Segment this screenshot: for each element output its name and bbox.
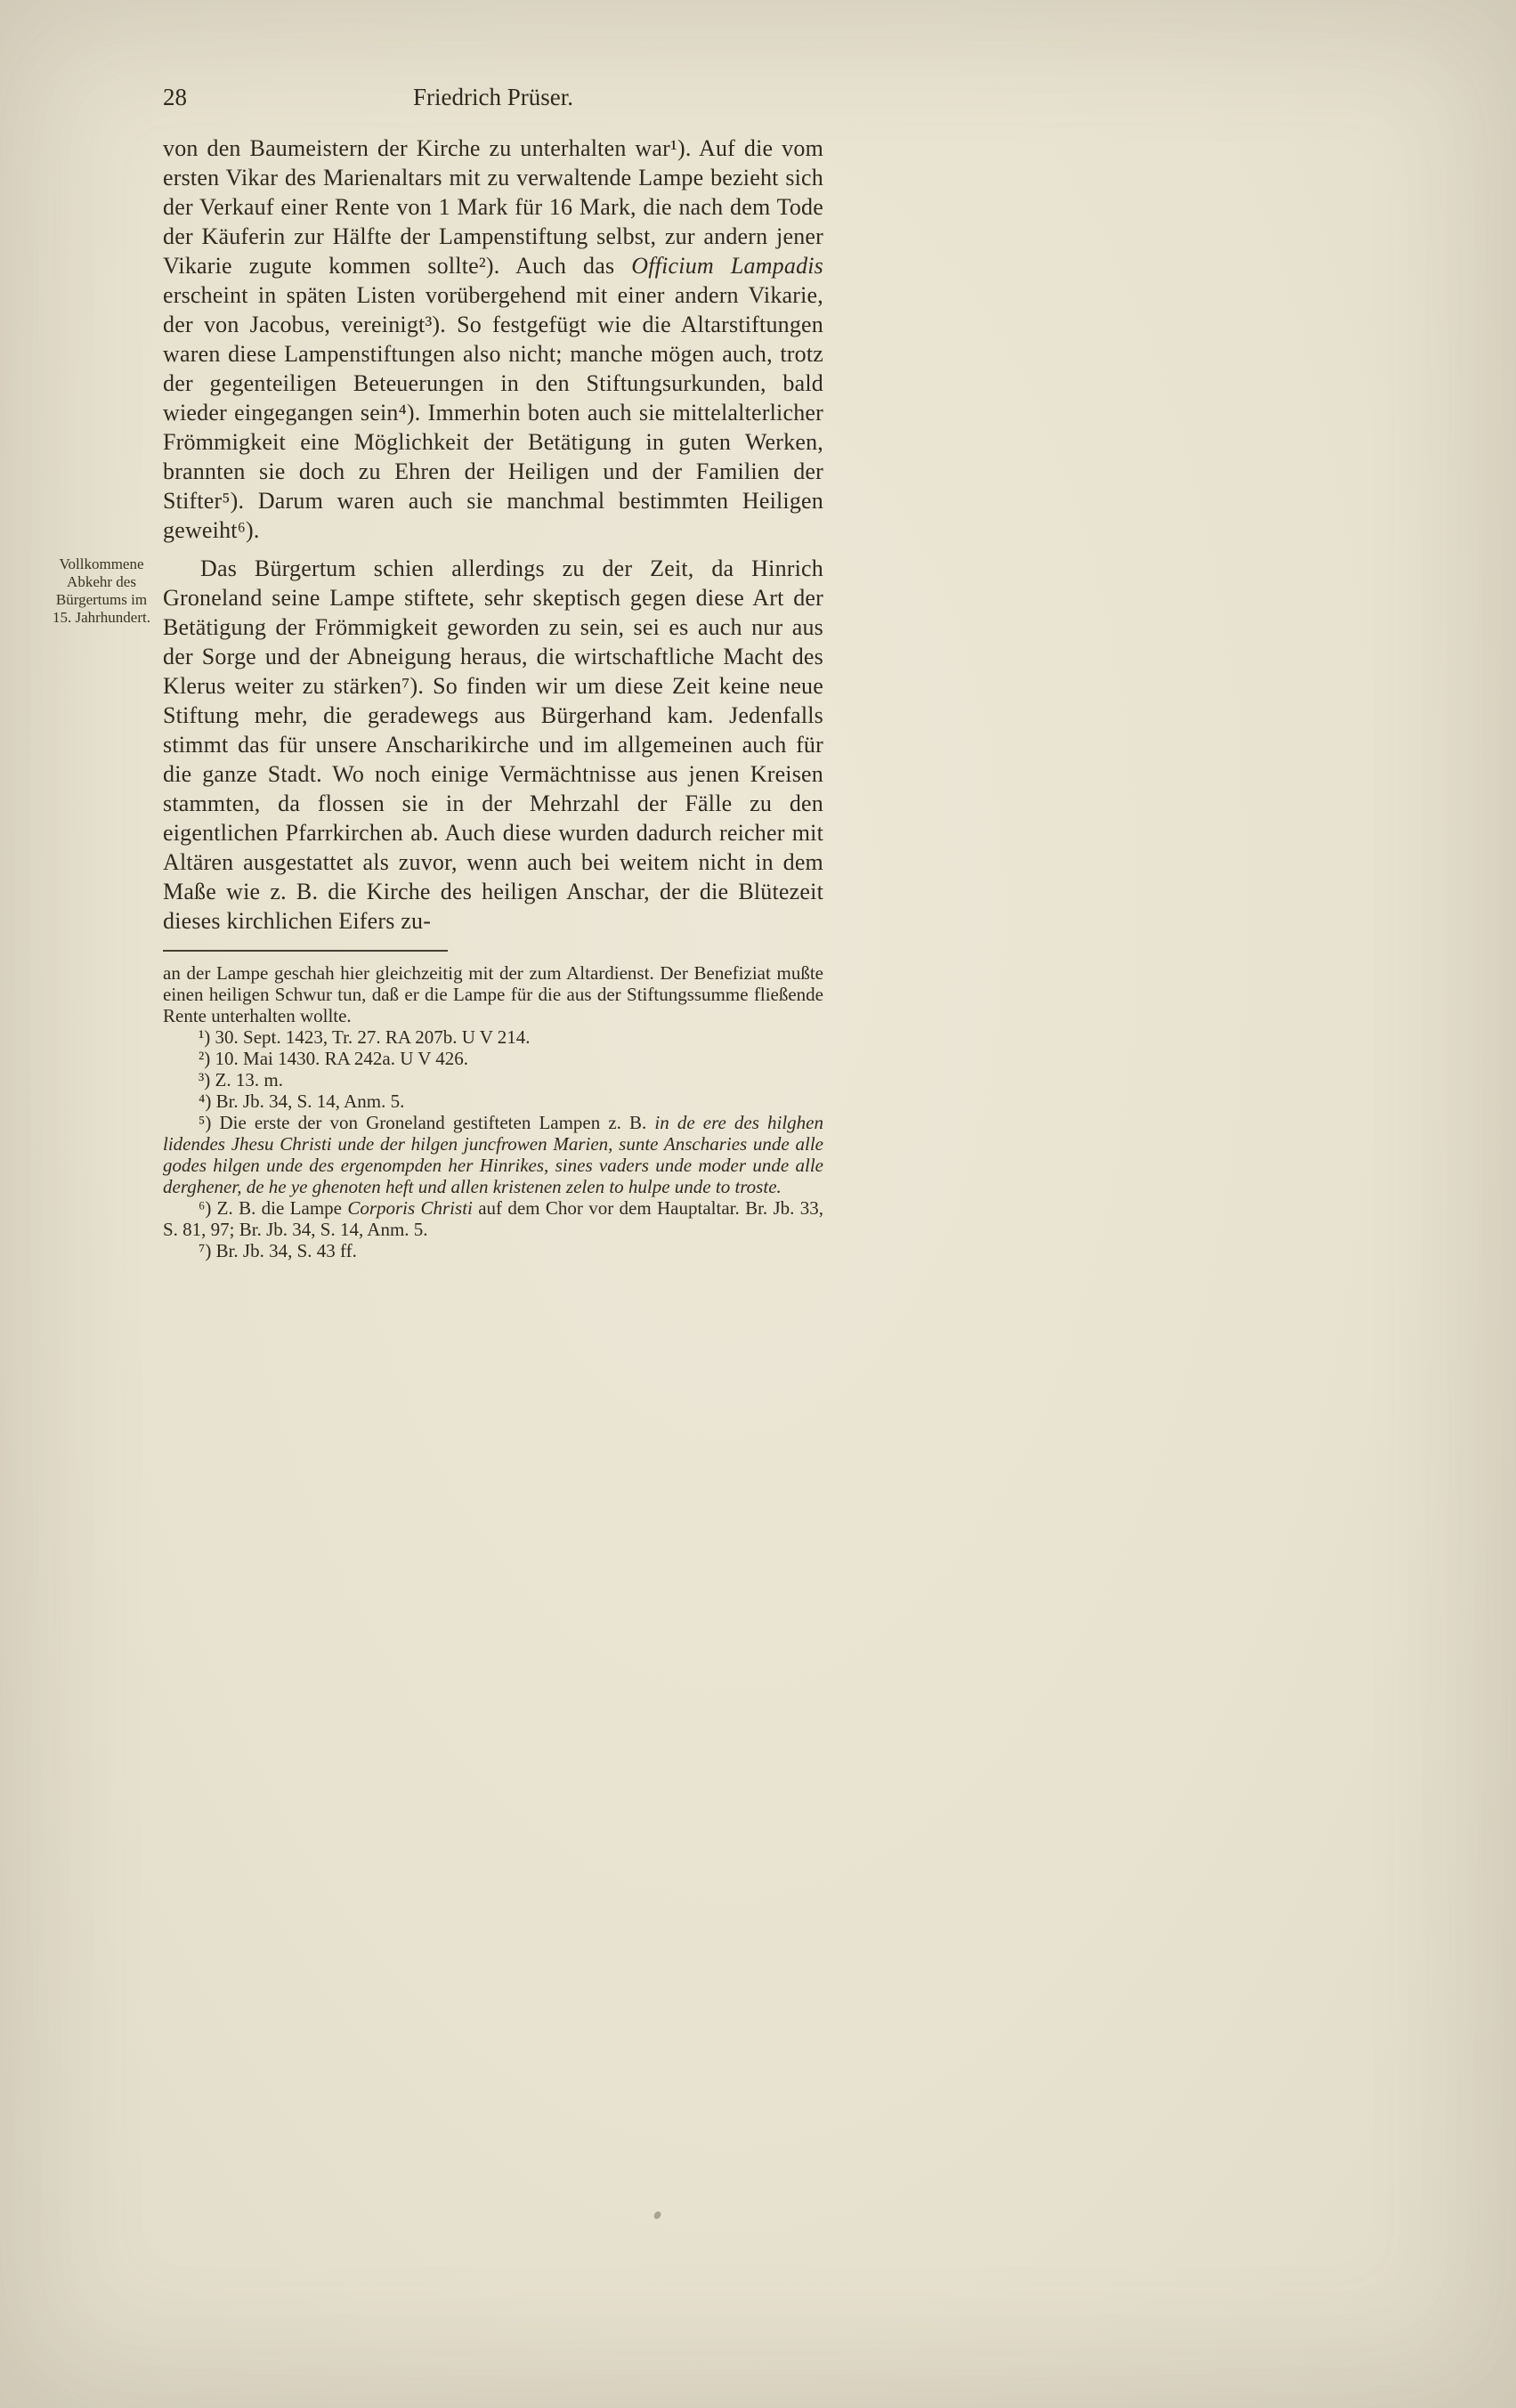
- body-paragraph-1: [163, 134, 823, 545]
- footnote-7: [163, 1240, 823, 1261]
- footnote-5: [163, 1112, 823, 1197]
- scan-artifact-dot: [653, 2210, 661, 2220]
- footnote-text: Die erste der von Groneland gestifteten Lampen z. B.: [219, 1112, 655, 1133]
- footnote-6: [163, 1197, 823, 1240]
- low-german-quote-italic: in de ere des hilghen lidendes Jhesu Christi unde der hilgen juncfrowen Marien, sunte Anscharies unde alle godes hilgen unde des ergenompden her Hinrikes, sines vaders unde moder unde alle derghener, de he ye ghenoten heft und allen kristenen zelen to hulpe unde to troste.: [163, 1112, 823, 1197]
- margin-note-line: 15. Jahrhundert.: [52, 609, 150, 626]
- running-head: [163, 84, 823, 111]
- footnote-text: Br. Jb. 34, S. 14, Anm. 5.: [215, 1090, 405, 1112]
- footnote-text: auf dem Chor vor dem Hauptaltar. Br. Jb. 33, S. 81, 97; Br. Jb. 34, S. 14, Anm. 5.: [163, 1197, 824, 1240]
- margin-note-line: Abkehr des: [67, 573, 136, 590]
- footnote-marker: ⁴): [199, 1090, 212, 1112]
- footnote-1: [163, 1026, 823, 1048]
- footnote-marker: ⁵): [199, 1112, 212, 1133]
- footnote-marker: ³): [199, 1069, 211, 1090]
- paragraph-text: von den Baumeistern der Kirche zu unterhalten war¹). Auf die vom ersten Vikar des Marienaltars mit zu verwaltende Lampe bezieht sich der Verkauf einer Rente von 1 Mark für 16 Mark, die nach dem Tode der Käuferin zur Hälfte der Lampenstiftung selbst, zur andern jener Vikarie zugute kommen sollte²). Auch das: [163, 135, 823, 279]
- footnote-marker: ⁷): [199, 1240, 212, 1261]
- footnotes-block: [163, 962, 823, 1261]
- footnote-3: [163, 1069, 823, 1090]
- footnote-4: [163, 1090, 823, 1112]
- margin-note: [43, 555, 160, 627]
- footnote-text: Z. B. die Lampe: [216, 1197, 348, 1219]
- footnote-text: 30. Sept. 1423, Tr. 27. RA 207b. U V 214.: [215, 1026, 531, 1048]
- footnote-marker: ⁶): [199, 1197, 212, 1219]
- text-block: [52, 134, 824, 1261]
- body-paragraph-2: Das Bürgertum schien allerdings zu der Zeit, da Hinrich Groneland seine Lampe stiftete, sehr skeptisch gegen diese Art der Betätigung der Frömmigkeit geworden zu sein, sei es auch nur aus der Sorge und der Abneigung heraus, die wirtschaftliche Macht des Klerus weiter zu stärken⁷). So finden wir um diese Zeit keine neue Stiftung mehr, die geradewegs aus Bürgerhand kam. Jedenfalls stimmt das für unsere Anscharikirche und im allgemeinen auch für die ganze Stadt. Wo noch einige Vermächtnisse aus jenen Kreisen stammten, da flossen sie in der Mehrzahl der Fälle zu den eigentlichen Pfarrkirchen ab. Auch diese wurden dadurch reicher mit Altären ausgestattet als zuvor, wenn auch bei weitem nicht in dem Maße wie z. B. die Kirche des heiligen Anschar, der die Blütezeit dieses kirchlichen Eifers zu-: [163, 555, 823, 934]
- margin-note-line: Vollkommene: [59, 555, 144, 572]
- latin-term-italic: Officium Lampadis: [631, 253, 824, 279]
- paragraph-2-block: [52, 554, 823, 936]
- footnote-marker: ²): [199, 1048, 211, 1069]
- footnote-text: Br. Jb. 34, S. 43 ff.: [215, 1240, 357, 1261]
- margin-note-line: Bürgertums im: [55, 591, 148, 608]
- footnote-marker: ¹): [199, 1026, 211, 1048]
- latin-term-italic: Corporis Christi: [347, 1197, 473, 1219]
- footnote-text: 10. Mai 1430. RA 242a. U V 426.: [215, 1048, 469, 1069]
- footnote-continuation: an der Lampe geschah hier gleichzeitig mit der zum Altardienst. Der Benefiziat mußte einen heiligen Schwur tun, daß er die Lampe für die aus der Stiftungssumme fließende Rente unterhalten wollte.: [163, 962, 823, 1026]
- footnote-text: Z. 13. m.: [215, 1069, 283, 1090]
- page-number: 28: [163, 84, 187, 110]
- footnote-2: [163, 1048, 823, 1069]
- running-title: Friedrich Prüser.: [413, 84, 573, 110]
- paragraph-text: erscheint in späten Listen vorübergehend mit einer andern Vikarie, der von Jacobus, vereinigt³). So festgefügt wie die Altarstiftungen waren diese Lampenstiftungen also nicht; manche mögen auch, trotz der gegenteiligen Beteuerungen in den Stiftungsurkunden, bald wieder eingegangen sein⁴). Immerhin boten auch sie mittelalterlicher Frömmigkeit eine Möglichkeit der Betätigung in guten Werken, brannten sie doch zu Ehren der Heiligen und der Familien der Stifter⁵). Darum waren auch sie manchmal bestimmten Heiligen geweiht⁶).: [163, 282, 823, 543]
- footnote-separator-rule: [163, 950, 448, 952]
